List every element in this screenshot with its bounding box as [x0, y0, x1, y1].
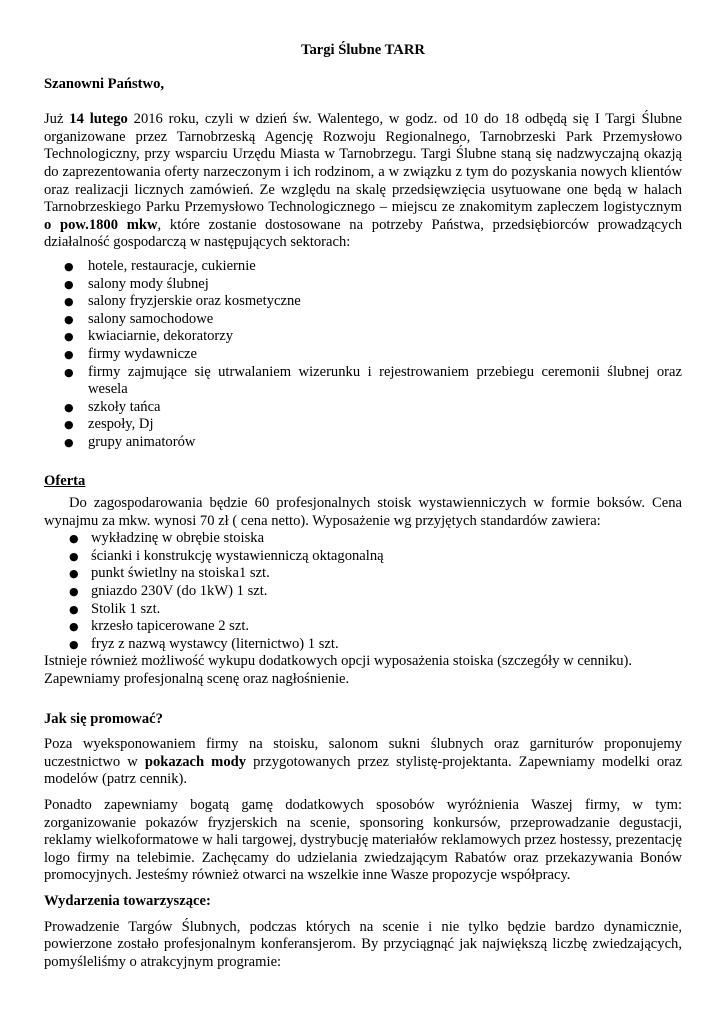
- list-item: [44, 530, 682, 548]
- bullet-icon: ●: [64, 277, 74, 291]
- list-item-text: ścianki i konstrukcję wystawienniczą oktagonalną: [91, 547, 384, 564]
- list-item-text: fryz z nazwą wystawcy (liternictwo) 1 szt.: [91, 635, 339, 652]
- list-item: [44, 416, 682, 434]
- intro-text-2: 2016 roku, czyli w dzień św. Walentego, w godz. od 10 do 18 odbędą się I Targi Ślubne organizowane przez Tarnobrzeską Agencję Rozwoju Regionalnego, Tarnobrzeski Park Przemysłowo Technologiczny, przy wsparciu Urzędu Miasta w Tarnobrzegu. Targi Ślubne staną się nadzwyczajną okazją do zaprezentowania oferty narzeczonym i ich rodzinom, a w związku z tym do pozyskania nowych klientów oraz realizacji licznych zamówień. Ze względu na skalę przedsięwzięcia usytuowane one będą w halach Tarnobrzeskiego Parku Przemysłowo Technologicznego – miejscu ze znakomitym zapleczem logistycznym: [44, 111, 682, 216]
- bullet-icon: ●: [69, 549, 79, 563]
- document-page: [44, 42, 682, 971]
- bullet-icon: ●: [69, 602, 79, 616]
- promote-bold: pokazach mody: [144, 753, 247, 770]
- list-item: [44, 618, 682, 636]
- list-item-text: grupy animatorów: [88, 433, 196, 450]
- list-item-text: szkoły tańca: [88, 398, 161, 415]
- list-item-text: krzesło tapicerowane 2 szt.: [91, 618, 250, 635]
- bullet-icon: ●: [64, 418, 74, 432]
- bullet-icon: ●: [64, 259, 74, 273]
- events-heading: Wydarzenia towarzyszące:: [44, 892, 211, 909]
- bullet-icon: ●: [64, 330, 74, 344]
- bullet-icon: ●: [69, 567, 79, 581]
- list-item-text: firmy zajmujące się utrwalaniem wizerunku i rejestrowaniem przebiegu ceremonii ślubnej oraz wesela: [88, 363, 682, 398]
- bullet-icon: ●: [64, 347, 74, 361]
- list-item-text: Stolik 1 szt.: [91, 600, 161, 617]
- list-item: [44, 601, 682, 619]
- promote-text-2: przygotowanych przez stylistę-projektanta. Zapewniamy modelki oraz modelów (patrz cennik).: [44, 753, 682, 788]
- list-item-text: zespoły, Dj: [88, 416, 154, 433]
- list-item-text: wykładzinę w obrębie stoiska: [91, 530, 265, 547]
- list-item: [44, 328, 682, 346]
- list-item: [44, 364, 682, 399]
- intro-paragraph: [44, 111, 682, 252]
- list-item-text: salony samochodowe: [88, 310, 214, 327]
- promote-paragraph-1: [44, 736, 682, 789]
- bullet-icon: ●: [69, 637, 79, 651]
- intro-date: 14 lutego: [69, 111, 128, 128]
- bullet-icon: ●: [64, 295, 74, 309]
- equipment-list: [44, 530, 682, 653]
- promote-text-1: Poza wyeksponowaniem firmy na stoisku, salonom sukni ślubnych oraz garniturów proponujemy uczestnictwo w: [44, 736, 682, 770]
- intro-text-3: , które zostanie dostosowane na potrzeby Państwa, przedsiębiorców prowadzących działalność gospodarczą w następujących sektorach:: [44, 216, 682, 251]
- list-item: [44, 565, 682, 583]
- list-item-text: gniazdo 230V (do 1kW) 1 szt.: [91, 583, 268, 600]
- list-item: [44, 346, 682, 364]
- sectors-list: [44, 258, 682, 452]
- bullet-icon: ●: [64, 365, 74, 379]
- bullet-icon: ●: [69, 620, 79, 634]
- list-item: [44, 583, 682, 601]
- bullet-icon: ●: [69, 532, 79, 546]
- promote-paragraph-2: Ponadto zapewniamy bogatą gamę dodatkowych sposobów wyróżnienia Waszej firmy, w tym: zorganizowanie pokazów fryzjerskich na scenie, sponsoring konkursów, przeprowadzanie degustacji, reklamy wielkoformatowe w hali targowej, dystrybucję materiałów reklamowych przez hostessy, prezentację logo firmy na telebimie. Zachęcamy do udzielania zwiedzającym Rabatów oraz przekazywania Bonów promocyjnych. Jesteśmy również otwarci na wszelkie inne Wasze propozycje współpracy.: [44, 796, 682, 884]
- list-item-text: firmy wydawnicze: [88, 345, 198, 362]
- list-item: [44, 548, 682, 566]
- list-item-text: salony mody ślubnej: [88, 275, 209, 292]
- list-item-text: salony fryzjerskie oraz kosmetyczne: [88, 293, 301, 310]
- oferta-heading: Oferta: [44, 473, 86, 490]
- greeting: Szanowni Państwo,: [44, 75, 165, 92]
- document-title: Targi Ślubne TARR: [301, 42, 425, 58]
- stage-text: Zapewniamy profesjonalną scenę oraz nagłośnienie.: [44, 671, 350, 687]
- list-item: [44, 293, 682, 311]
- list-item-text: hotele, restauracje, cukiernie: [88, 257, 256, 274]
- list-item: [44, 311, 682, 329]
- events-paragraph: Prowadzenie Targów Ślubnych, podczas których na scenie i nie tylko będzie bardzo dynamicznie, powierzone zostało profesjonalnym konferansjerom. By przyciągnąć jak największą liczbę zwiedzających, pomyśleliśmy o atrakcyjnym programie:: [44, 918, 682, 970]
- intro-text-1: Już: [44, 111, 70, 128]
- extra-options-text: Istnieje również możliwość wykupu dodatkowych opcji wyposażenia stoiska (szczegóły w cenniku).: [44, 653, 633, 670]
- oferta-paragraph: Do zagospodarowania będzie 60 profesjonalnych stoisk wystawienniczych w formie boksów. Cena wynajmu za mkw. wynosi 70 zł ( cena netto). Wyposażenie wg przyjętych standardów zawiera:: [44, 495, 682, 529]
- bullet-icon: ●: [69, 585, 79, 599]
- intro-area: o pow.1800 mkw: [44, 216, 158, 233]
- list-item: [44, 399, 682, 417]
- list-item-text: kwiaciarnie, dekoratorzy: [88, 328, 234, 345]
- list-item-text: punkt świetlny na stoiska1 szt.: [91, 565, 270, 582]
- promote-heading: Jak się promować?: [44, 710, 163, 727]
- bullet-icon: ●: [64, 312, 74, 326]
- list-item: [44, 258, 682, 276]
- list-item: [44, 434, 682, 452]
- bullet-icon: ●: [64, 435, 74, 449]
- bullet-icon: ●: [64, 400, 74, 414]
- list-item: [44, 636, 682, 654]
- list-item: [44, 276, 682, 294]
